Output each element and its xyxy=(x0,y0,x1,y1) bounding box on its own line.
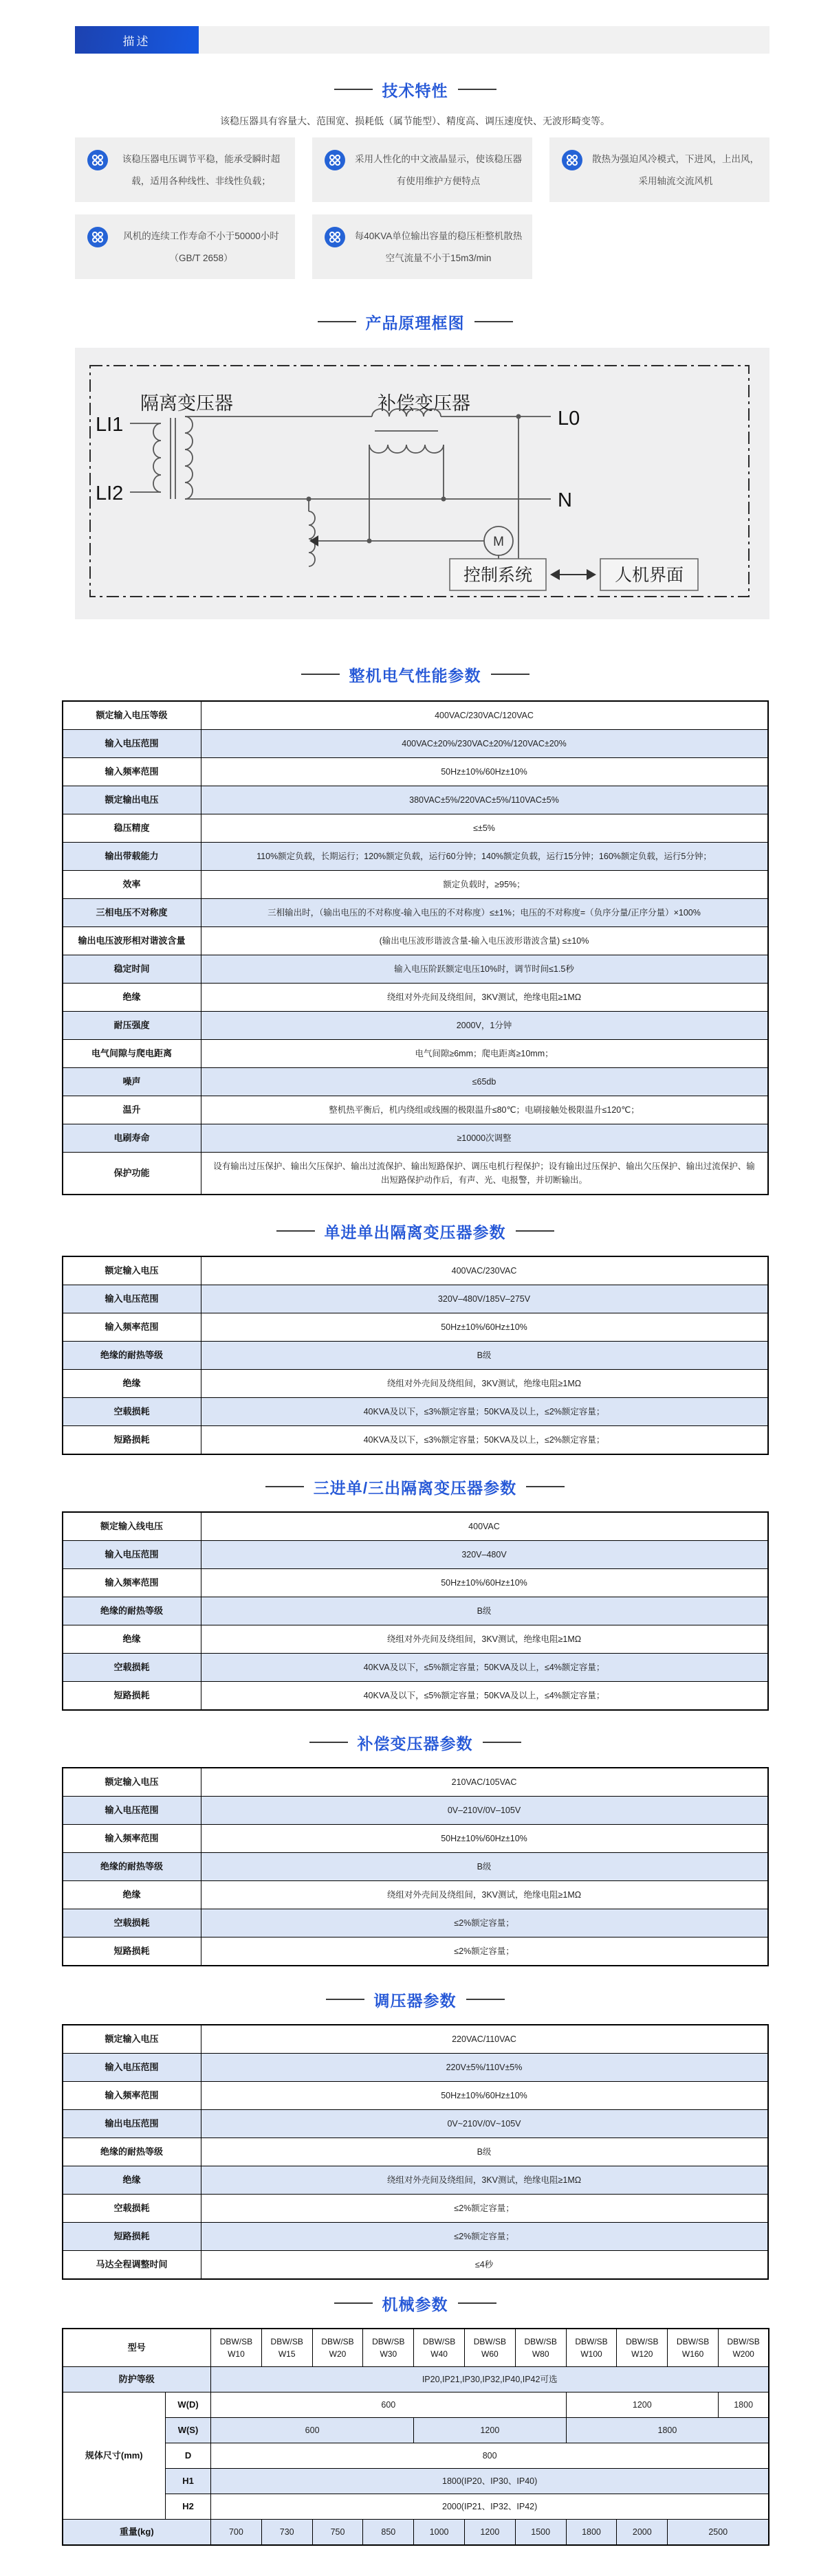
table-row xyxy=(63,1398,768,1426)
dimension-value: 600 xyxy=(211,2392,567,2418)
param-label: 输入电压范围 xyxy=(63,1797,201,1825)
param-value: IP20,IP21,IP30,IP32,IP40,IP42可选 xyxy=(211,2367,769,2392)
table-row xyxy=(63,2082,768,2110)
section-tabbar xyxy=(75,26,769,54)
param-label: 耐压强度 xyxy=(63,1012,201,1040)
comp-params-table xyxy=(62,1767,769,1966)
param-label: 空载损耗 xyxy=(63,1909,201,1937)
param-value: ≥10000次调整 xyxy=(201,1124,768,1153)
param-label: 短路损耗 xyxy=(63,1682,201,1711)
table-row xyxy=(63,730,768,758)
table-row xyxy=(63,1541,768,1569)
param-label: 短路损耗 xyxy=(63,1426,201,1455)
table-row xyxy=(63,814,768,843)
table-row xyxy=(63,1825,768,1853)
param-value: 整机热平衡后，机内绕组或线圈的极限温升≤80℃；电刷接触处极限温升≤120℃； xyxy=(201,1096,768,1124)
section-title-iso-three xyxy=(62,1476,769,1498)
feature-card-text: 采用人性化的中文液晶显示，使该稳压器有使用维护方便特点 xyxy=(355,154,522,186)
weight-value: 1500 xyxy=(515,2520,566,2546)
junction-dots xyxy=(306,414,521,544)
table-row xyxy=(63,2195,768,2223)
dimension-value: 1200 xyxy=(414,2418,566,2443)
feature-cards-row-2 xyxy=(75,214,769,279)
dimension-value: 600 xyxy=(211,2418,414,2443)
bidirectional-arrow-icon xyxy=(550,569,596,580)
table-row xyxy=(63,1342,768,1370)
param-value: 400VAC/230VAC/120VAC xyxy=(201,701,768,730)
table-row xyxy=(63,1096,768,1124)
param-value: 额定负载时，≥95%； xyxy=(201,871,768,899)
model-cell: DBW/SB W30 xyxy=(363,2329,414,2367)
section-title-diagram xyxy=(62,311,769,333)
param-value: 绕组对外壳间及绕组间，3KV测试，绝缘电阻≥1MΩ xyxy=(201,1370,768,1398)
title-dash-right xyxy=(516,1230,554,1232)
isolation-transformer-symbol xyxy=(130,417,193,499)
dimension-group-label: 规体尺寸(mm) xyxy=(63,2392,166,2520)
model-cell: DBW/SB W10 xyxy=(211,2329,262,2367)
table-row xyxy=(63,2329,769,2367)
table-row xyxy=(63,1068,768,1096)
table-row xyxy=(63,843,768,871)
param-label: 额定输入电压 xyxy=(63,2025,201,2054)
param-label: 额定输入电压 xyxy=(63,1768,201,1797)
table-row xyxy=(63,927,768,955)
table-row xyxy=(63,1569,768,1597)
table-row xyxy=(63,1881,768,1909)
model-header: 型号 xyxy=(63,2329,211,2367)
feature-cards-row-1 xyxy=(75,137,769,202)
param-label: 空载损耗 xyxy=(63,1398,201,1426)
model-cell: DBW/SB W60 xyxy=(465,2329,516,2367)
dimension-label: D xyxy=(166,2443,211,2469)
title-dash-right xyxy=(483,1742,521,1743)
param-value: 400VAC/230VAC xyxy=(201,1256,768,1285)
table-row xyxy=(63,871,768,899)
table-row xyxy=(63,1153,768,1195)
param-value: 绕组对外壳间及绕组间，3KV测试，绝缘电阻≥1MΩ xyxy=(201,984,768,1012)
feature-card xyxy=(75,214,295,279)
dimension-label: W(S) xyxy=(166,2418,211,2443)
title-dash-left xyxy=(276,1230,315,1232)
param-label: 稳压精度 xyxy=(63,814,201,843)
feature-card-text: 该稳压器电压调节平稳，能承受瞬时超载，适用各种线性、非线性负载； xyxy=(122,154,281,186)
weight-value: 1000 xyxy=(414,2520,465,2546)
model-cell: DBW/SB W80 xyxy=(515,2329,566,2367)
param-label: 保护功能 xyxy=(63,1153,201,1195)
table-row xyxy=(63,955,768,984)
section-title-regulator xyxy=(62,1988,769,2010)
param-value: 40KVA及以下，≤3%额定容量；50KVA及以上，≤2%额定容量； xyxy=(201,1398,768,1426)
table-row xyxy=(63,2138,768,2166)
param-label: 输入频率范围 xyxy=(63,1313,201,1342)
title-dash-left xyxy=(309,1742,348,1743)
model-cell: DBW/SB W160 xyxy=(668,2329,719,2367)
table-row xyxy=(63,701,768,730)
grid-dots-icon xyxy=(87,227,108,251)
title-dash-right xyxy=(474,321,513,322)
motor-label: M xyxy=(492,535,504,549)
param-label: 稳定时间 xyxy=(63,955,201,984)
param-value: 50Hz±10%/60Hz±10% xyxy=(201,1569,768,1597)
compensation-transformer-label: 补偿变压器 xyxy=(377,393,470,414)
param-label: 输入频率范围 xyxy=(63,1569,201,1597)
regulator-params-table xyxy=(62,2024,769,2280)
table-row xyxy=(63,2367,769,2392)
param-label: 温升 xyxy=(63,1096,201,1124)
table-row xyxy=(63,2469,769,2494)
title-dash-left xyxy=(318,321,356,322)
table-row xyxy=(63,1625,768,1654)
param-label: 绝缘 xyxy=(63,1370,201,1398)
weight-value: 2000 xyxy=(617,2520,668,2546)
dimension-value: 2000(IP21、IP32、IP42) xyxy=(211,2494,769,2520)
param-value: 输入电压阶跃额定电压10%时，调节时间≤1.5秒 xyxy=(201,955,768,984)
param-value: 绕组对外壳间及绕组间，3KV测试，绝缘电阻≥1MΩ xyxy=(201,1881,768,1909)
table-row xyxy=(63,1909,768,1937)
table-row xyxy=(63,1768,768,1797)
param-label: 输出带载能力 xyxy=(63,843,201,871)
table-row xyxy=(63,2520,769,2546)
table-row xyxy=(63,758,768,786)
param-label: 输入频率范围 xyxy=(63,2082,201,2110)
param-value: 400VAC±20%/230VAC±20%/120VAC±20% xyxy=(201,730,768,758)
param-label: 短路损耗 xyxy=(63,2223,201,2251)
param-value: 40KVA及以下，≤5%额定容量；50KVA及以上，≤4%额定容量； xyxy=(201,1654,768,1682)
param-value: B级 xyxy=(201,1597,768,1625)
output-terminal-n: N xyxy=(557,489,572,511)
feature-card xyxy=(312,214,532,279)
table-row xyxy=(63,1124,768,1153)
wiper-arrow-icon xyxy=(309,535,318,546)
table-row xyxy=(63,2418,769,2443)
table-row xyxy=(63,1937,768,1966)
input-terminal-li1: LI1 xyxy=(95,414,123,436)
input-terminal-li2: LI2 xyxy=(95,482,123,504)
param-label: 短路损耗 xyxy=(63,1937,201,1966)
diagram-title: 产品原理框图 xyxy=(365,313,465,332)
table-row xyxy=(63,1313,768,1342)
param-value: 380VAC±5%/220VAC±5%/110VAC±5% xyxy=(201,786,768,814)
weight-label: 重量(kg) xyxy=(63,2520,211,2546)
param-label: 绝缘的耐热等级 xyxy=(63,1597,201,1625)
features-title: 技术特性 xyxy=(382,81,448,100)
table-row xyxy=(63,2494,769,2520)
feature-card xyxy=(75,137,295,202)
title-dash-left xyxy=(326,1999,364,2000)
section-title-iso-single xyxy=(62,1220,769,1242)
section-title-overall xyxy=(62,663,769,685)
tab-description[interactable] xyxy=(75,26,199,54)
param-value: 210VAC/105VAC xyxy=(201,1768,768,1797)
param-value: ≤65db xyxy=(201,1068,768,1096)
param-label: 绝缘 xyxy=(63,1881,201,1909)
table-row xyxy=(63,2166,768,2195)
table-row xyxy=(63,899,768,927)
mech-title: 机械参数 xyxy=(382,2295,448,2313)
param-label: 绝缘 xyxy=(63,1625,201,1654)
param-label: 绝缘 xyxy=(63,984,201,1012)
param-value: 电气间隙≥6mm；爬电距离≥10mm； xyxy=(201,1040,768,1068)
param-value: B级 xyxy=(201,1853,768,1881)
iso-three-title: 三进单/三出隔离变压器参数 xyxy=(313,1478,517,1497)
weight-value: 2500 xyxy=(668,2520,769,2546)
param-value: 绕组对外壳间及绕组间，3KV测试，绝缘电阻≥1MΩ xyxy=(201,1625,768,1654)
table-row xyxy=(63,2223,768,2251)
dimension-value: 1800(IP20、IP30、IP40) xyxy=(211,2469,769,2494)
param-value: 50Hz±10%/60Hz±10% xyxy=(201,2082,768,2110)
param-label: 绝缘的耐热等级 xyxy=(63,2138,201,2166)
table-row xyxy=(63,2392,769,2418)
output-terminal-l0: L0 xyxy=(557,408,580,430)
param-value: ≤2%额定容量； xyxy=(201,2223,768,2251)
title-dash-right xyxy=(466,1999,505,2000)
param-value: 220VAC/110VAC xyxy=(201,2025,768,2054)
table-row xyxy=(63,1426,768,1455)
param-label: 空载损耗 xyxy=(63,1654,201,1682)
param-label: 额定输入电压等级 xyxy=(63,701,201,730)
param-label: 电刷寿命 xyxy=(63,1124,201,1153)
schematic-svg xyxy=(75,348,769,616)
compensation-transformer-symbol xyxy=(369,409,444,499)
param-value: 50Hz±10%/60Hz±10% xyxy=(201,1825,768,1853)
grid-dots-icon xyxy=(87,150,108,174)
model-cell: DBW/SB W40 xyxy=(414,2329,465,2367)
iso-three-params-table xyxy=(62,1511,769,1711)
param-label: 输入频率范围 xyxy=(63,758,201,786)
hmi-label: 人机界面 xyxy=(614,566,684,585)
param-value: 40KVA及以下，≤3%额定容量；50KVA及以上，≤2%额定容量； xyxy=(201,1426,768,1455)
param-value: ≤2%额定容量； xyxy=(201,1937,768,1966)
param-label: 绝缘的耐热等级 xyxy=(63,1853,201,1881)
param-label: 空载损耗 xyxy=(63,2195,201,2223)
feature-card xyxy=(312,137,532,202)
control-system-label: 控制系统 xyxy=(463,566,532,585)
param-value: B级 xyxy=(201,1342,768,1370)
param-label: 输入频率范围 xyxy=(63,1825,201,1853)
model-cell: DBW/SB W100 xyxy=(566,2329,617,2367)
title-dash-left xyxy=(334,2302,373,2304)
weight-value: 1800 xyxy=(566,2520,617,2546)
param-value: (输出电压波形谐波含量-输入电压波形谐波含量) ≤±10% xyxy=(201,927,768,955)
table-row xyxy=(63,1512,768,1541)
param-label: 输出电压波形相对谐波含量 xyxy=(63,927,201,955)
regulator-title: 调压器参数 xyxy=(373,1991,457,2010)
title-dash-left xyxy=(334,89,373,90)
feature-card-text: 散热为强迫风冷模式，下进风，上出风，采用轴流交流风机 xyxy=(592,154,759,186)
param-value: ≤2%额定容量； xyxy=(201,2195,768,2223)
feature-card-text: 风机的连续工作寿命不小于50000小时（GB/T 2658） xyxy=(123,231,279,263)
feature-card-text: 每40KVA单位输出容量的稳压柜整机散热空气流量不小于15m3/min xyxy=(354,231,523,263)
section-title-features xyxy=(62,78,769,100)
table-row xyxy=(63,786,768,814)
table-row xyxy=(63,1654,768,1682)
weight-value: 1200 xyxy=(465,2520,516,2546)
param-value: 2000V，1分钟 xyxy=(201,1012,768,1040)
table-row xyxy=(63,2025,768,2054)
table-row xyxy=(63,1597,768,1625)
comp-title: 补偿变压器参数 xyxy=(357,1734,473,1753)
param-value: B级 xyxy=(201,2138,768,2166)
table-row xyxy=(63,984,768,1012)
param-value: 0V–210V/0V–105V xyxy=(201,1797,768,1825)
dimension-value: 1800 xyxy=(566,2418,769,2443)
param-value: 50Hz±10%/60Hz±10% xyxy=(201,1313,768,1342)
param-value: 110%额定负载，长期运行；120%额定负载，运行60分钟；140%额定负载，运行15分钟；160%额定负载，运行5分钟； xyxy=(201,843,768,871)
table-row xyxy=(63,1797,768,1825)
model-cell: DBW/SB W120 xyxy=(617,2329,668,2367)
regulator-symbol xyxy=(309,445,499,566)
overall-title: 整机电气性能参数 xyxy=(349,666,481,685)
param-value: 绕组对外壳间及绕组间，3KV测试，绝缘电阻≥1MΩ xyxy=(201,2166,768,2195)
param-value: 设有输出过压保护、输出欠压保护、输出过流保护、输出短路保护、调压电机行程保护；设有输出过压保护、输出欠压保护、输出过流保护、输出短路保护动作后，有声、光、电报警，并切断输出。 xyxy=(201,1153,768,1195)
table-row xyxy=(63,1853,768,1881)
iso-single-params-table xyxy=(62,1256,769,1455)
grid-dots-icon xyxy=(325,150,345,174)
table-row xyxy=(63,2110,768,2138)
param-label: 马达全程调整时间 xyxy=(63,2251,201,2280)
model-cell: DBW/SB W20 xyxy=(312,2329,363,2367)
param-label: 额定输出电压 xyxy=(63,786,201,814)
param-label: 电气间隙与爬电距离 xyxy=(63,1040,201,1068)
weight-value: 730 xyxy=(261,2520,312,2546)
overall-params-table xyxy=(62,700,769,1195)
principle-diagram xyxy=(75,348,769,619)
param-value: 320V–480V xyxy=(201,1541,768,1569)
param-value: 220V±5%/110V±5% xyxy=(201,2054,768,2082)
param-label: 效率 xyxy=(63,871,201,899)
grid-dots-icon xyxy=(562,150,582,174)
param-label: 输入电压范围 xyxy=(63,1541,201,1569)
title-dash-right xyxy=(458,89,496,90)
param-value: ≤2%额定容量； xyxy=(201,1909,768,1937)
param-label: 额定输入线电压 xyxy=(63,1512,201,1541)
dimension-label: H1 xyxy=(166,2469,211,2494)
param-label: 三相电压不对称度 xyxy=(63,899,201,927)
param-value: ≤±5% xyxy=(201,814,768,843)
model-cell: DBW/SB W200 xyxy=(718,2329,769,2367)
weight-value: 700 xyxy=(211,2520,262,2546)
param-label: 输入电压范围 xyxy=(63,2054,201,2082)
section-title-mech xyxy=(62,2292,769,2314)
table-row xyxy=(63,2443,769,2469)
dimension-label: W(D) xyxy=(166,2392,211,2418)
title-dash-right xyxy=(491,674,529,675)
param-label: 绝缘 xyxy=(63,2166,201,2195)
title-dash-right xyxy=(458,2302,496,2304)
table-row xyxy=(63,1285,768,1313)
table-row xyxy=(63,1040,768,1068)
dimension-value: 1800 xyxy=(718,2392,769,2418)
table-row xyxy=(63,2054,768,2082)
isolation-transformer-label: 隔离变压器 xyxy=(140,393,233,414)
dimension-value: 800 xyxy=(211,2443,769,2469)
iso-single-title: 单进单出隔离变压器参数 xyxy=(324,1223,506,1241)
param-value: 0V~210V/0V~105V xyxy=(201,2110,768,2138)
table-row xyxy=(63,1682,768,1711)
model-cell: DBW/SB W15 xyxy=(261,2329,312,2367)
param-label: 绝缘的耐热等级 xyxy=(63,1342,201,1370)
product-spec-page xyxy=(0,26,830,2576)
mechanical-params-table xyxy=(62,2328,770,2546)
param-label: 输出电压范围 xyxy=(63,2110,201,2138)
title-dash-right xyxy=(526,1486,565,1487)
dimension-label: H2 xyxy=(166,2494,211,2520)
section-title-comp xyxy=(62,1731,769,1753)
param-label: 噪声 xyxy=(63,1068,201,1096)
param-value: 三相输出时，（输出电压的不对称度-输入电压的不对称度）≤±1%；电压的不对称度=（负序分量/正序分量）×100% xyxy=(201,899,768,927)
tab-description-label: 描述 xyxy=(122,34,151,48)
dimension-value: 1200 xyxy=(566,2392,718,2418)
param-value: 40KVA及以下，≤5%额定容量；50KVA及以上，≤4%额定容量； xyxy=(201,1682,768,1711)
param-label: 输入电压范围 xyxy=(63,1285,201,1313)
param-label: 额定输入电压 xyxy=(63,1256,201,1285)
feature-card xyxy=(549,137,769,202)
param-value: ≤4秒 xyxy=(201,2251,768,2280)
param-value: 50Hz±10%/60Hz±10% xyxy=(201,758,768,786)
weight-value: 850 xyxy=(363,2520,414,2546)
grid-dots-icon xyxy=(325,227,345,251)
table-row xyxy=(63,1012,768,1040)
param-value: 320V–480V/185V–275V xyxy=(201,1285,768,1313)
intro-text: 该稳压器具有容量大、范围宽、损耗低（属节能型）、精度高、调压速度快、无波形畸变等。 xyxy=(220,115,610,126)
table-row xyxy=(63,1370,768,1398)
table-row xyxy=(63,2251,768,2280)
weight-value: 750 xyxy=(312,2520,363,2546)
param-value: 400VAC xyxy=(201,1512,768,1541)
table-row xyxy=(63,1256,768,1285)
title-dash-left xyxy=(301,674,340,675)
param-label: 防护等级 xyxy=(63,2367,211,2392)
param-label: 输入电压范围 xyxy=(63,730,201,758)
title-dash-left xyxy=(265,1486,304,1487)
